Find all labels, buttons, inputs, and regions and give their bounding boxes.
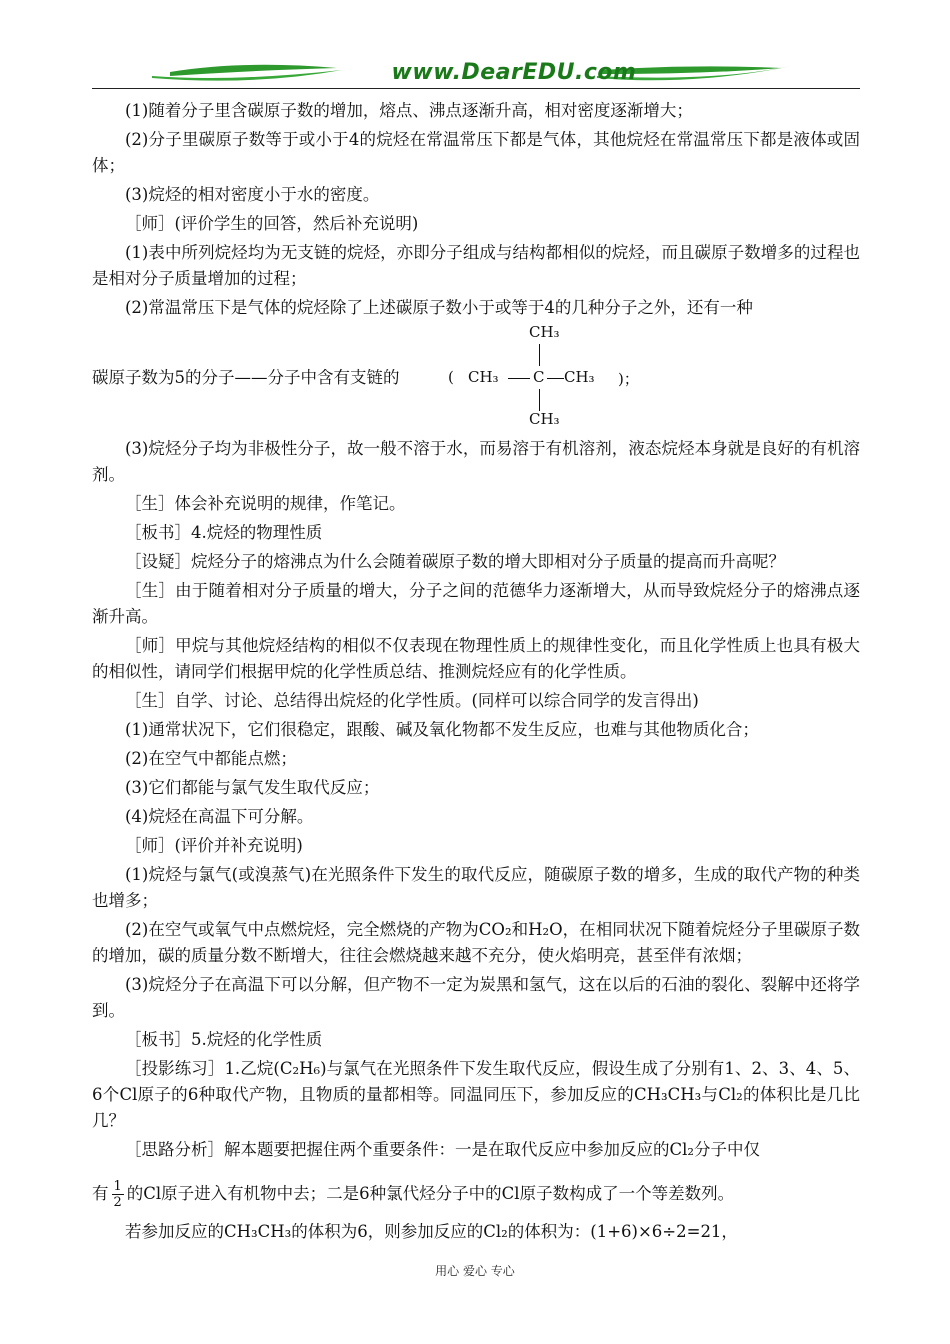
bond-left — [508, 378, 530, 379]
fraction-half — [112, 1179, 124, 1210]
structural-formula-line — [92, 321, 860, 433]
paragraph: ［生］由于随着相对分子质量的增大，分子之间的范德华力逐渐增大，从而导致烷烃分子的熔沸点逐渐升高。 — [92, 581, 860, 626]
structure-right-group: CH₃ — [564, 368, 595, 386]
paragraph: (3)烷烃分子在高温下可以分解，但产物不一定为炭黑和氢气，这在以后的石油的裂化、裂解中还将学到。 — [92, 975, 860, 1020]
structure-left-group: CH₃ — [468, 368, 499, 386]
paragraph: ［师］(评价并补充说明) — [125, 836, 303, 855]
paragraph: ［设疑］烷烃分子的熔沸点为什么会随着碳原子数的增大即相对分子质量的提高而升高呢？ — [125, 552, 785, 571]
paragraph: (1)通常状况下，它们很稳定，跟酸、碱及氧化物都不发生反应，也难与其他物质化合； — [125, 720, 759, 739]
paragraph: ［生］体会补充说明的规律，作笔记。 — [125, 494, 406, 513]
paragraph: (3)烷烃的相对密度小于水的密度。 — [125, 185, 380, 204]
paragraph: (2)常温常压下是气体的烷烃除了上述碳原子数小于或等于4的几种分子之外，还有一种 — [125, 298, 753, 317]
paragraph: (4)烷烃在高温下可分解。 — [125, 807, 314, 826]
paragraph: ［板书］4.烷烃的物理性质 — [125, 523, 323, 542]
structure-central-carbon: C — [533, 368, 545, 386]
structure-open-paren: ( — [448, 368, 454, 386]
bond-top — [539, 344, 540, 366]
paragraph: ［投影练习］1.乙烷(C₂H₆)与氯气在光照条件下发生取代反应，假设生成了分别有1、2、3、4、5、6个Cl原子的6种取代产物，且物质的量都相等。同温同压下，参加反应的CH₃CH₃与Cl₂的体积比是几比几？ — [92, 1059, 860, 1130]
structure-bottom-group: CH₃ — [529, 410, 560, 428]
fraction-numerator: 1 — [113, 1179, 122, 1194]
paragraph: (2)分子里碳原子数等于或小于4的烷烃在常温常压下都是气体，其他烷烃在常温常压下都是液体或固体； — [92, 130, 860, 175]
paragraph: (1)烷烃与氯气(或溴蒸气)在光照条件下发生的取代反应，随碳原子数的增多，生成的取代产物的种类也增多； — [92, 865, 860, 910]
paragraph: (2)在空气中都能点燃； — [125, 749, 297, 768]
structure-top-group: CH₃ — [529, 323, 560, 341]
page-footer: 用心 爱心 专心 — [435, 1264, 515, 1278]
fraction-before: 有 — [92, 1184, 109, 1203]
paragraph: 若参加反应的CH₃CH₃的体积为6，则参加反应的Cl₂的体积为：(1+6)×6÷2=21， — [125, 1222, 738, 1241]
bond-bottom — [539, 389, 540, 411]
paragraph: (2)在空气或氧气中点燃烷烃，完全燃烧的产物为CO₂和H₂O，在相同状况下随着烷烃分子里碳原子数的增加，碳的质量分数不断增大，往往会燃烧越来越不充分，使火焰明亮，甚至伴有浓烟； — [92, 920, 860, 965]
paragraph: ［生］自学、讨论、总结得出烷烃的化学性质。(同样可以综合同学的发言得出) — [125, 691, 699, 710]
header-rule — [92, 88, 860, 89]
paragraph: (1)表中所列烷烃均为无支链的烷烃，亦即分子组成与结构都相似的烷烃，而且碳原子数增多的过程也是相对分子质量增加的过程； — [92, 243, 860, 288]
bond-right — [547, 378, 564, 379]
paragraph: ［师］(评价学生的回答，然后补充说明) — [125, 214, 419, 233]
paragraph: (3)它们都能与氯气发生取代反应； — [125, 778, 380, 797]
site-logo-text: www.DearEDU.com — [391, 60, 637, 85]
paragraph: ［板书］5.烷烃的化学性质 — [125, 1030, 323, 1049]
paragraph: (1)随着分子里含碳原子数的增加，熔点、沸点逐渐升高，相对密度逐渐增大； — [125, 101, 693, 120]
paragraph-group — [92, 436, 860, 1163]
structure-close-paren: )； — [618, 370, 639, 388]
fraction-line — [92, 1163, 860, 1217]
document-body — [92, 98, 860, 1245]
fraction-line-text — [92, 1179, 734, 1210]
fraction-after: 的Cl原子进入有机物中去；二是6种氯代烃分子中的Cl原子数构成了一个等差数列。 — [126, 1184, 735, 1203]
page-header — [92, 56, 860, 90]
structure-lead-text: 碳原子数为5的分子——分子中含有支链的 — [92, 368, 400, 387]
paragraph: ［师］甲烷与其他烷烃结构的相似不仅表现在物理性质上的规律性变化，而且化学性质上也具有极大的相似性，请同学们根据甲烷的化学性质总结、推测烷烃应有的化学性质。 — [92, 636, 860, 681]
paragraph: ［思路分析］解本题要把握住两个重要条件：一是在取代反应中参加反应的Cl₂分子中仅 — [125, 1140, 761, 1159]
paragraph: (3)烷烃分子均为非极性分子，故一般不溶于水，而易溶于有机溶剂，液态烷烃本身就是良好的有机溶剂。 — [92, 439, 860, 484]
fraction-denominator: 2 — [113, 1195, 122, 1210]
